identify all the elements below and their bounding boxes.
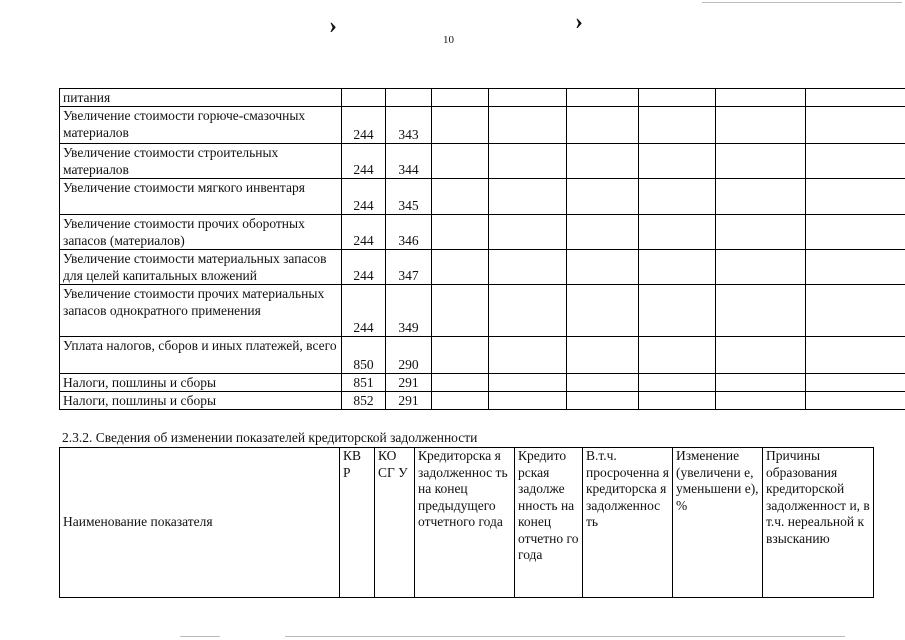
empty-value-cell	[716, 250, 806, 285]
empty-value-cell	[432, 215, 489, 250]
header-overdue-debt: В.т.ч. просроченна я кредиторска я задолженнос ть	[583, 448, 673, 598]
empty-value-cell	[567, 250, 639, 285]
empty-value-cell	[716, 392, 806, 410]
empty-value-cell	[489, 337, 567, 374]
expenses-table	[59, 88, 905, 410]
table-row	[60, 215, 905, 250]
empty-value-cell	[432, 107, 489, 144]
empty-value-cell	[806, 285, 905, 337]
bottom-edge-rule	[285, 636, 845, 637]
empty-value-cell	[567, 107, 639, 144]
table-row	[60, 374, 905, 392]
empty-value-cell	[489, 144, 567, 179]
table-row	[60, 337, 905, 374]
row-kosgu-cell: 344	[386, 144, 432, 179]
empty-value-cell	[716, 89, 806, 107]
empty-value-cell	[432, 392, 489, 410]
row-kosgu-cell	[386, 89, 432, 107]
creditor-debt-table	[59, 447, 874, 598]
row-name-cell: Увеличение стоимости прочих материальных запасов однократного применения	[60, 285, 342, 337]
punch-hole-mark-left: ›	[329, 13, 337, 39]
table-row	[60, 392, 905, 410]
row-name-cell: Налоги, пошлины и сборы	[60, 392, 342, 410]
empty-value-cell	[567, 337, 639, 374]
empty-value-cell	[639, 250, 716, 285]
empty-value-cell	[639, 179, 716, 215]
table-row	[60, 144, 905, 179]
empty-value-cell	[806, 374, 905, 392]
empty-value-cell	[639, 107, 716, 144]
empty-value-cell	[432, 374, 489, 392]
header-row	[60, 448, 874, 598]
empty-value-cell	[639, 215, 716, 250]
empty-value-cell	[639, 89, 716, 107]
row-kvr-cell: 244	[342, 285, 386, 337]
empty-value-cell	[567, 144, 639, 179]
row-name-cell: Увеличение стоимости материальных запасов для целей капитальных вложений	[60, 250, 342, 285]
empty-value-cell	[806, 144, 905, 179]
row-kvr-cell: 244	[342, 250, 386, 285]
header-debt-prev-year: Кредиторска я задолженнос ть на конец предыдущего отчетного года	[415, 448, 515, 598]
empty-value-cell	[806, 215, 905, 250]
empty-value-cell	[806, 107, 905, 144]
row-kosgu-cell: 291	[386, 392, 432, 410]
table-row	[60, 250, 905, 285]
empty-value-cell	[639, 374, 716, 392]
row-kosgu-cell: 290	[386, 337, 432, 374]
empty-value-cell	[716, 144, 806, 179]
empty-value-cell	[567, 392, 639, 410]
section-title: 2.3.2. Сведения об изменении показателей кредиторской задолженности	[62, 430, 478, 445]
empty-value-cell	[489, 392, 567, 410]
page-number: 10	[443, 34, 454, 46]
row-name-cell: Увеличение стоимости прочих оборотных запасов (материалов)	[60, 215, 342, 250]
table-row	[60, 89, 905, 107]
row-kvr-cell: 244	[342, 215, 386, 250]
empty-value-cell	[567, 179, 639, 215]
empty-value-cell	[489, 215, 567, 250]
row-name-cell: Уплата налогов, сборов и иных платежей, всего	[60, 337, 342, 374]
row-name-cell: питания	[60, 89, 342, 107]
empty-value-cell	[432, 144, 489, 179]
empty-value-cell	[716, 374, 806, 392]
empty-value-cell	[489, 107, 567, 144]
header-kosgu: КО СГ У	[375, 448, 415, 598]
row-kvr-cell: 244	[342, 179, 386, 215]
empty-value-cell	[489, 285, 567, 337]
empty-value-cell	[806, 250, 905, 285]
row-kvr-cell: 852	[342, 392, 386, 410]
row-kosgu-cell: 347	[386, 250, 432, 285]
empty-value-cell	[567, 215, 639, 250]
empty-value-cell	[432, 179, 489, 215]
empty-value-cell	[432, 89, 489, 107]
table-row	[60, 107, 905, 144]
empty-value-cell	[639, 285, 716, 337]
header-debt-reasons: Причины образования кредиторской задолженност и, в т.ч. нереальной к взысканию	[763, 448, 874, 598]
empty-value-cell	[806, 392, 905, 410]
row-kvr-cell: 244	[342, 107, 386, 144]
table-row	[60, 179, 905, 215]
row-kvr-cell: 244	[342, 144, 386, 179]
row-kosgu-cell: 345	[386, 179, 432, 215]
empty-value-cell	[567, 89, 639, 107]
row-name-cell: Увеличение стоимости мягкого инвентаря	[60, 179, 342, 215]
empty-value-cell	[716, 337, 806, 374]
punch-hole-mark-right: ›	[575, 9, 583, 35]
bottom-edge-rule	[180, 636, 220, 637]
empty-value-cell	[716, 215, 806, 250]
header-change-percent: Изменение (увеличени е, уменьшени е), %	[673, 448, 763, 598]
empty-value-cell	[567, 285, 639, 337]
empty-value-cell	[716, 179, 806, 215]
header-debt-current-year: Кредито рская задолже нность на конец отчетно го года	[515, 448, 583, 598]
row-name-cell: Увеличение стоимости горюче-смазочных материалов	[60, 107, 342, 144]
empty-value-cell	[432, 250, 489, 285]
top-edge-rule	[702, 2, 902, 3]
row-name-cell: Увеличение стоимости строительных материалов	[60, 144, 342, 179]
empty-value-cell	[489, 179, 567, 215]
row-kosgu-cell: 346	[386, 215, 432, 250]
empty-value-cell	[639, 144, 716, 179]
empty-value-cell	[432, 285, 489, 337]
empty-value-cell	[806, 89, 905, 107]
row-kosgu-cell: 349	[386, 285, 432, 337]
row-kosgu-cell: 291	[386, 374, 432, 392]
empty-value-cell	[489, 374, 567, 392]
empty-value-cell	[489, 89, 567, 107]
empty-value-cell	[716, 107, 806, 144]
row-kvr-cell: 851	[342, 374, 386, 392]
empty-value-cell	[716, 285, 806, 337]
empty-value-cell	[806, 337, 905, 374]
empty-value-cell	[432, 337, 489, 374]
row-kosgu-cell: 343	[386, 107, 432, 144]
empty-value-cell	[639, 392, 716, 410]
row-name-cell: Налоги, пошлины и сборы	[60, 374, 342, 392]
table-row	[60, 285, 905, 337]
empty-value-cell	[489, 250, 567, 285]
empty-value-cell	[567, 374, 639, 392]
empty-value-cell	[639, 337, 716, 374]
header-kvr: КВ Р	[340, 448, 375, 598]
header-indicator-name: Наименование показателя	[60, 448, 340, 598]
row-kvr-cell: 850	[342, 337, 386, 374]
row-kvr-cell	[342, 89, 386, 107]
empty-value-cell	[806, 179, 905, 215]
